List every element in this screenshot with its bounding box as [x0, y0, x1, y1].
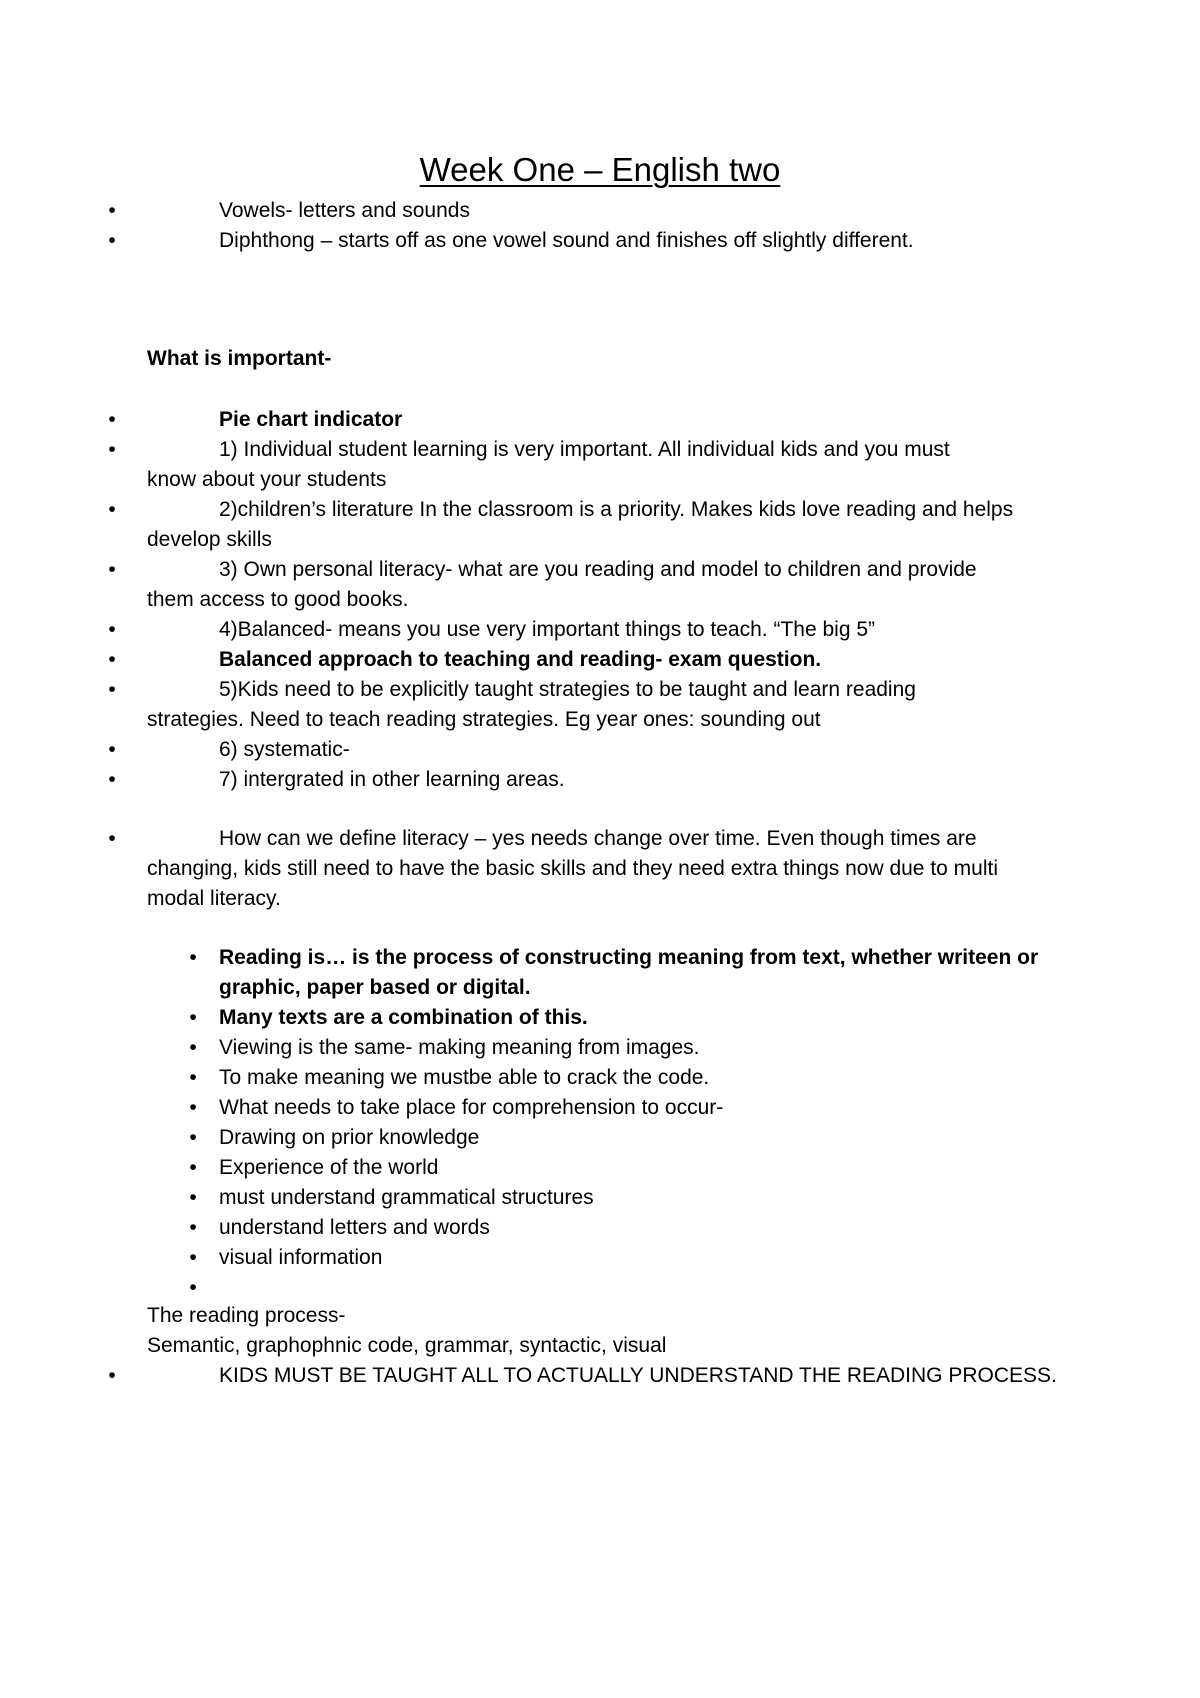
page-title: Week One – English two [419, 151, 781, 188]
list-item-empty [0, 1273, 1200, 1303]
bullet-icon: • [189, 1006, 197, 1029]
list-item: • Experience of the world [0, 1153, 1200, 1183]
list-item: • 2)children’s literature In the classroom is a priority. Makes kids love reading and helps [0, 495, 1200, 525]
bullet-icon: • [108, 648, 116, 671]
list-item-continuation: modal literacy. [147, 887, 281, 910]
list-item: • Balanced approach to teaching and reading- exam question. [0, 645, 1200, 675]
list-item-continuation: know about your students [147, 468, 387, 491]
list-item: • visual information [0, 1243, 1200, 1273]
bullet-icon: • [189, 1096, 197, 1119]
list-item-continuation: them access to good books. [147, 588, 409, 611]
list-item: • 6) systematic- [0, 735, 1200, 765]
reading-process: The reading process- Semantic, graphophnic code, grammar, syntactic, visual • KIDS MUST BE TAUGHT ALL TO ACTUALLY UNDERSTAND THE READING PROCESS. [0, 1301, 1200, 1391]
list-item: • 5)Kids need to be explicitly taught strategies to be taught and learn reading [0, 675, 1200, 705]
bullet-icon: • [108, 678, 116, 701]
list-item: • must understand grammatical structures [0, 1183, 1200, 1213]
bullet-icon: • [108, 229, 116, 252]
important-heading: What is important- [147, 347, 332, 370]
important-list [0, 405, 1200, 795]
bullet-icon: • [189, 1276, 197, 1299]
bullet-icon: • [108, 738, 116, 761]
list-item: • Many texts are a combination of this. [0, 1003, 1200, 1033]
bullet-icon: • [108, 438, 116, 461]
list-item: • 1) Individual student learning is very important. All individual kids and you must [0, 435, 1200, 465]
list-item: • To make meaning we mustbe able to crack the code. [0, 1063, 1200, 1093]
bullet-icon: • [108, 498, 116, 521]
list-item: • Pie chart indicator [0, 405, 1200, 435]
bullet-icon: • [108, 618, 116, 641]
bullet-icon: • [189, 1216, 197, 1239]
intro-list [0, 196, 1200, 256]
bullet-icon: • [189, 1246, 197, 1269]
bullet-icon: • [189, 1126, 197, 1149]
list-item: • Viewing is the same- making meaning from images. [0, 1033, 1200, 1063]
reading-list [0, 943, 1200, 1303]
list-item: • 4)Balanced- means you use very important things to teach. “The big 5” [0, 615, 1200, 645]
bullet-icon: • [108, 1364, 116, 1387]
bullet-icon: • [108, 827, 116, 850]
bullet-icon: • [189, 1066, 197, 1089]
bullet-icon: • [108, 768, 116, 791]
bullet-icon: • [108, 558, 116, 581]
list-item: • Vowels- letters and sounds [0, 196, 1200, 226]
list-item: • 3) Own personal literacy- what are you reading and model to children and provide [0, 555, 1200, 585]
define-literacy [0, 824, 1200, 914]
list-item: • KIDS MUST BE TAUGHT ALL TO ACTUALLY UNDERSTAND THE READING PROCESS. [0, 1361, 1200, 1391]
list-item: • Diphthong – starts off as one vowel sound and finishes off slightly different. [0, 226, 1200, 256]
list-item-continuation: changing, kids still need to have the basic skills and they need extra things now due to multi [147, 857, 999, 880]
bullet-icon: • [108, 199, 116, 222]
bullet-icon: • [189, 1156, 197, 1179]
bullet-icon: • [189, 946, 197, 969]
list-item: • understand letters and words [0, 1213, 1200, 1243]
list-item: • How can we define literacy – yes needs change over time. Even though times are [0, 824, 1200, 854]
bullet-icon: • [189, 1186, 197, 1209]
bullet-icon: • [189, 1036, 197, 1059]
list-item: • What needs to take place for comprehension to occur- [0, 1093, 1200, 1123]
list-item: • Reading is… is the process of constructing meaning from text, whether writeen or [0, 943, 1200, 973]
list-item-continuation: graphic, paper based or digital. [219, 976, 531, 999]
list-item-continuation: develop skills [147, 528, 272, 551]
list-item-continuation: strategies. Need to teach reading strategies. Eg year ones: sounding out [147, 708, 821, 731]
bullet-icon: • [108, 408, 116, 431]
list-item: • 7) intergrated in other learning areas. [0, 765, 1200, 795]
list-item: • Drawing on prior knowledge [0, 1123, 1200, 1153]
